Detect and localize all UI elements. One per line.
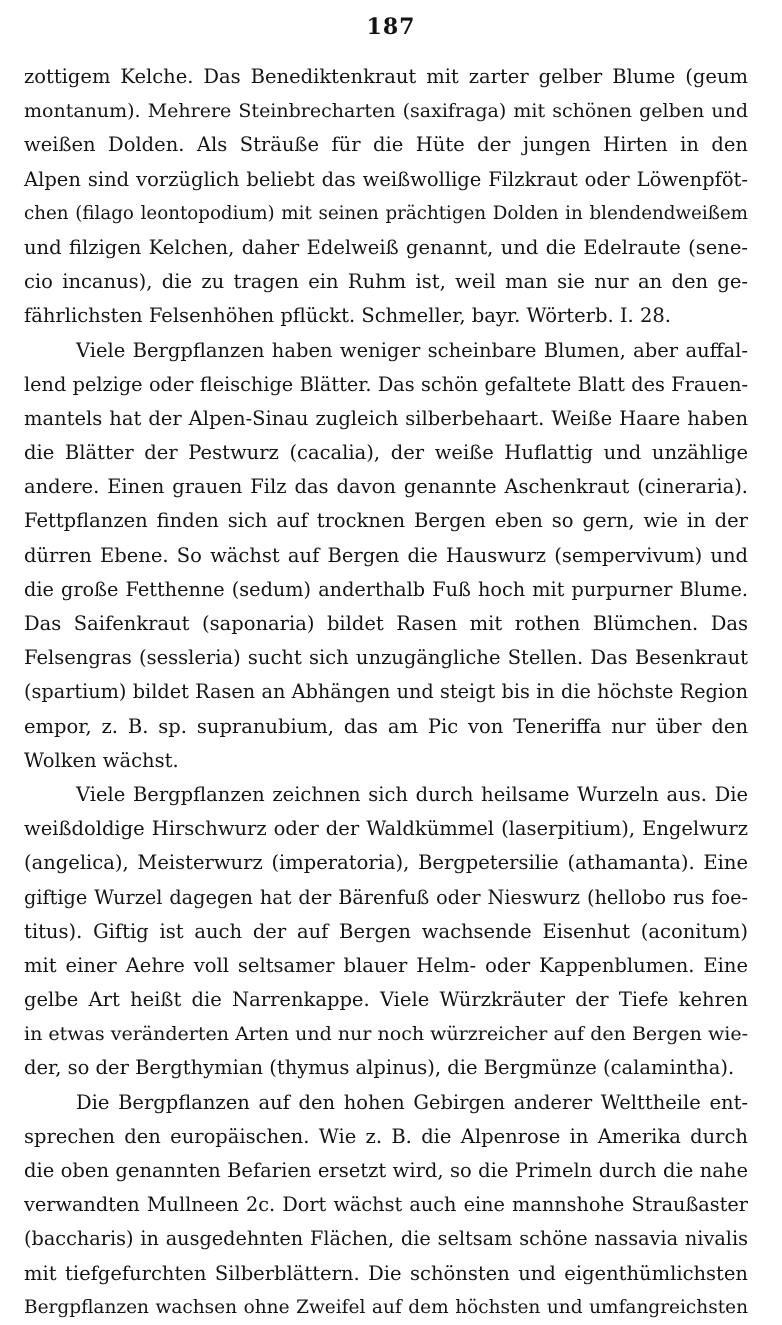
text-line: die oben genannten Befarien ersetzt wird, so die Primeln durch die nahe xyxy=(24,1159,748,1182)
text-line: cio incanus), die zu tragen ein Ruhm ist, weil man sie nur an den ge- xyxy=(24,270,748,294)
text-line: Viele Bergpflanzen haben weniger scheinbare Blumen, aber auffal- xyxy=(76,338,748,362)
text-line: titus). Giftig ist auch der auf Bergen wachsende Eisenhut (aconitum) xyxy=(24,919,748,943)
text-line: Das Saifenkraut (saponaria) bildet Rasen mit rothen Blümchen. Das xyxy=(24,612,748,635)
text-line: mit tiefgefurchten Silberblättern. Die schönsten und eigenthümlichsten xyxy=(24,1261,748,1285)
text-line: Die Bergpflanzen auf den hohen Gebirgen anderer Welttheile ent- xyxy=(76,1090,748,1114)
text-line: giftige Wurzel dagegen hat der Bärenfuß oder Nieswurz (hellobo rus foe- xyxy=(24,885,748,909)
text-line: Bergpflanzen wachsen ohne Zweifel auf dem höchsten und umfangreichsten xyxy=(24,1296,748,1318)
text-line: mit einer Aehre voll seltsamer blauer Helm- oder Kappenblumen. Eine xyxy=(24,953,748,977)
text-line: lend pelzige oder fleischige Blätter. Das schön gefaltete Blatt des Frauen- xyxy=(24,372,748,396)
text-line: Wolken wächst. xyxy=(24,748,179,772)
text-line: montanum). Mehrere Steinbrecharten (saxifraga) mit schönen gelben und xyxy=(24,100,748,123)
text-line: weißen Dolden. Als Sträuße für die Hüte der jungen Hirten in den xyxy=(24,133,748,157)
text-line: Alpen sind vorzüglich beliebt das weißwollige Filzkraut oder Löwenpföt- xyxy=(24,167,748,191)
text-line: sprechen den europäischen. Wie z. B. die Alpenrose in Amerika durch xyxy=(24,1124,748,1148)
text-line: empor, z. B. sp. supranubium, das am Pic von Teneriffa nur über den xyxy=(24,714,748,738)
text-line: fährlichsten Felsenhöhen pflückt. Schmeller, bayr. Wörterb. I. 28. xyxy=(24,304,671,328)
text-line: verwandten Mullneen 2c. Dort wächst auch eine mannshohe Straußaster xyxy=(24,1193,748,1217)
text-line: und filzigen Kelchen, daher Edelweiß genannt, und die Edelraute (sene- xyxy=(24,235,748,259)
text-line: die große Fetthenne (sedum) anderthalb Fuß hoch mit purpurner Blume. xyxy=(24,577,748,601)
text-line: zottigem Kelche. Das Benediktenkraut mit zarter gelber Blume (geum xyxy=(24,65,748,88)
text-line: (angelica), Meisterwurz (imperatoria), Bergpetersilie (athamanta). Eine xyxy=(24,851,748,875)
text-line: gelbe Art heißt die Narrenkappe. Viele Würzkräuter der Tiefe kehren xyxy=(24,988,748,1012)
text-line: dürren Ebene. So wächst auf Bergen die Hauswurz (sempervivum) und xyxy=(24,543,748,567)
text-line: weißdoldige Hirschwurz oder der Waldkümmel (laserpitium), Engelwurz xyxy=(24,817,748,841)
text-line: mantels hat der Alpen-Sinau zugleich silberbehaart. Weiße Haare haben xyxy=(24,406,748,430)
text-line: (baccharis) in ausgedehnten Flächen, die seltsam schöne nassavia nivalis xyxy=(24,1227,748,1251)
text-line: Felsengras (sessleria) sucht sich unzugängliche Stellen. Das Besenkraut xyxy=(24,646,748,670)
page-number: 187 xyxy=(366,14,416,40)
text-line: chen (filago leontopodium) mit seinen prächtigen Dolden in blendendweißem xyxy=(24,202,748,224)
text-line: Fettpflanzen finden sich auf trocknen Bergen eben so gern, wie in der xyxy=(24,509,748,533)
text-line: andere. Einen grauen Filz das davon genannte Aschenkraut (cineraria). xyxy=(24,475,748,499)
text-line: die Blätter der Pestwurz (cacalia), der weiße Huflattig und unzählige xyxy=(24,441,748,465)
text-line: der, so der Bergthymian (thymus alpinus), die Bergmünze (calamintha). xyxy=(24,1056,735,1080)
text-line: in etwas veränderten Arten und nur noch würzreicher auf den Bergen wie- xyxy=(24,1023,748,1046)
body-text xyxy=(24,60,748,1325)
text-line: Viele Bergpflanzen zeichnen sich durch heilsame Wurzeln aus. Die xyxy=(76,782,748,806)
text-line: (spartium) bildet Rasen an Abhängen und steigt bis in die höchste Region xyxy=(24,680,748,704)
